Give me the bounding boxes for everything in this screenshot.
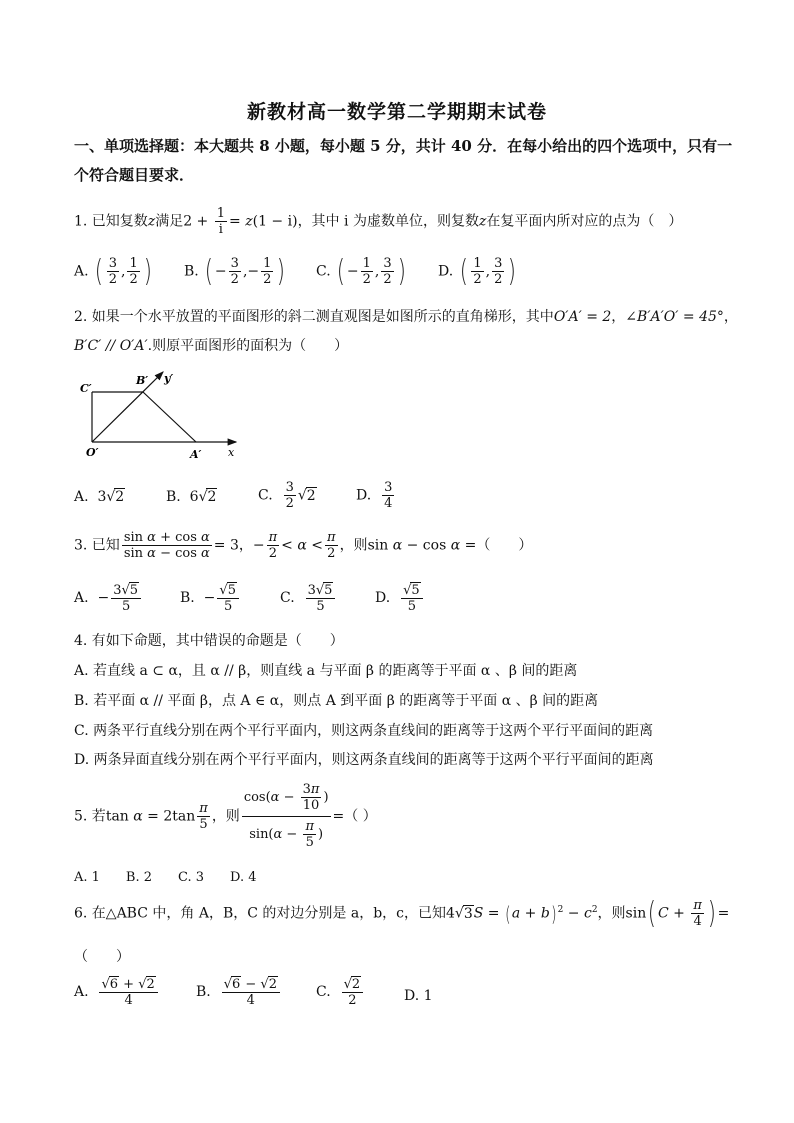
question-3-option-c: C. $\frac{3√5}{5}$ (280, 582, 337, 614)
question-6-option-c: C. $\frac{√2}{2}$ (316, 976, 365, 1008)
question-1-option-c: C. ( − $\frac{1}{2}$ , $\frac{3}{2}$ ) (316, 253, 406, 289)
exam-title: 新教材高一数学第二学期期末试卷 (246, 101, 547, 123)
question-2-option-a: A. 3√2 (74, 489, 125, 505)
label-c: C′ (80, 382, 92, 395)
question-3-option-b: B. − $\frac{√5}{5}$ (180, 582, 241, 614)
question-1-stem: 1. 已知复数z满足2 + $\frac{1}{i}$ = z(1 − i)，其中 i 为虚数单位，则复数z在复平面内所对应的点为（ ） (74, 206, 683, 237)
question-4-stem: 4. 有如下命题，其中错误的命题是（ ） (74, 633, 344, 649)
question-2-stem-cont: B′C′ // O′A′.则原平面图形的面积为（ ） (74, 338, 349, 354)
question-1-option-b: B. ( − $\frac{3}{2}$ ,− $\frac{1}{2}$ ) (184, 253, 286, 289)
trapezoid-diagram (78, 368, 248, 460)
label-x: x (228, 446, 235, 459)
question-6-blank: （ ） (74, 949, 130, 965)
label-b: B′ (136, 374, 149, 387)
question-6-option-d: D. 1 (404, 988, 433, 1004)
label-y: y′ (164, 372, 174, 385)
question-4-option-d: D. 两条异面直线分别在两个平行平面内，则这两条直线间的距离等于这两个平行平面间的距离 (74, 752, 654, 768)
question-4-option-b: B. 若平面 α // 平面 β，点 A ∈ α，则点 A 到平面 β 的距离等于平面 α 、β 间的距离 (74, 693, 599, 709)
question-1-option-a: A. ( $\frac{3}{2}$ , $\frac{1}{2}$ ) (74, 253, 152, 289)
question-2-stem: 2. 如果一个水平放置的平面图形的斜二测直观图是如图所示的直角梯形，其中O′A′ = 2，∠B′A′O′ = 45°， (74, 309, 738, 325)
question-6-option-a: A. $\frac{√6 + √2}{4}$ (74, 976, 160, 1008)
question-4-option-c: C. 两条平行直线分别在两个平行平面内，则这两条直线间的距离等于这两个平行平面间的距离 (74, 723, 654, 739)
edge-ba (143, 392, 196, 442)
question-5-options: A. 1 B. 2 C. 3 D. 4 (74, 870, 257, 885)
question-6-option-b: B. $\frac{√6 - √2}{4}$ (196, 976, 282, 1008)
section-heading: 一、单项选择题：本大题共 8 小题，每小题 5 分，共计 40 分．在每小给出的四个选项中，只有一个符合题目要求． (74, 137, 733, 184)
question-3-option-a: A. − $\frac{3√5}{5}$ (74, 582, 143, 614)
question-2-option-d: D. $\frac{3}{4}$ (356, 480, 393, 511)
question-2-option-b: B. 6√2 (166, 489, 217, 505)
question-6-stem: 6. 在△ABC 中，角 A，B，C 的对边分别是 a，b，c，已知$4√3S = (a + b)^2 - c^2$，则sin( C + $\frac{\pi}{4}$ ) = (74, 895, 730, 931)
label-o: O′ (86, 446, 99, 459)
question-1-option-d: D. ( $\frac{1}{2}$ , $\frac{3}{2}$ ) (438, 253, 517, 289)
y-axis (92, 372, 163, 442)
label-a: A′ (190, 448, 202, 460)
question-2-option-c: C. $\frac{3}{2}$ √2 (258, 480, 316, 511)
question-3-stem: 3. 已知 $\frac{\text{sin α + cos α}}{\text{sin α − cos α}}$ = 3，− $\frac{\pi}{2}$ < α < $\frac{\pi}{2}$ ，则sin α − cos α =（ ） (74, 530, 533, 561)
question-3-option-d: D. $\frac{√5}{5}$ (375, 582, 425, 614)
question-5-stem: 5. 若tan α = 2tan $\frac{\pi}{5}$ ，则 cos(α − $\frac{3\pi}{10}$ ) sin(α − $\frac{\pi}{5}$ ) =（ ） (74, 780, 377, 853)
question-4-option-a: A. 若直线 a ⊂ α，且 α // β，则直线 a 与平面 β 的距离等于平面 α 、β 间的距离 (74, 663, 578, 679)
